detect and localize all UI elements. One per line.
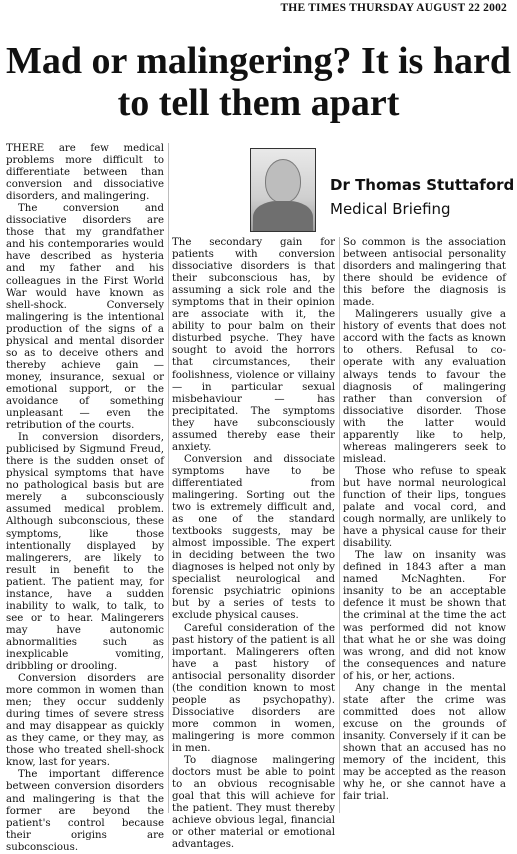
paragraph: The important difference between conversion disorders and malingering is that the former are beyond the patient's control because their origins are subconscious.	[6, 769, 164, 853]
photo-shoulders	[253, 201, 313, 232]
section-name: Medical Briefing	[330, 200, 451, 218]
paragraph: Conversion and dissociate symptoms have to be differentiated from malingering. Sorting out the two is extremely difficult and, as one of the standard textbooks suggests, may be almost impossible. The expert in deciding between the two diagnoses is helped not only by specialist neurological and forensic psychiatric opinions but by a series of tests to exclude physical causes.	[172, 453, 335, 622]
paragraph: Conversion disorders are more common in women than men; they occur suddenly during times of severe stress and may disappear as quickly as they came, or they may, as those who treated shell-shock know, last for years.	[6, 673, 164, 769]
paragraph: Malingerers usually give a history of events that does not accord with the facts as known to others. Refusal to co-operate with any evaluation always tends to favour the diagnosis of malingering rather than conversion of dissociative disorder. Those with the latter would apparently like to help, whereas malingerers seek to mislead.	[343, 309, 506, 465]
paragraph: Those who refuse to speak but have normal neurological function of their lips, tongues palate and vocal cord, and cough normally, are unlikely to have a physical cause for their disability.	[343, 465, 506, 550]
paragraph: The conversion and dissociative disorders are those that my grandfather and his contemporaries would have described as hysteria and my father and his colleagues in the First World War would have known as shell-shock. Conversely malingering is the intentional production of the signs of a physical and mental disorder so as to deceive others and thereby achieve gain — money, insurance, sexual or emotional support, or the avoidance of something unpleasant — even the retribution of the courts.	[6, 203, 164, 432]
author-name: Dr Thomas Stuttaford	[330, 176, 515, 194]
headline: Mad or malingering? It is hard to tell them apart	[6, 40, 511, 124]
paragraph: In conversion disorders, publicised by Sigmund Freud, there is the sudden onset of physical symptoms that have no pathological basis but are merely a subconsciously assumed medical problem. Although subconscious, these symptoms, like those intentionally displayed by malingerers, are likely to result in benefit to the patient. The patient may, for instance, have a sudden inability to walk, to talk, to see or to hear. Malingerers may have autonomic abnormalities such as inexplicable vomiting, dribbling or drooling.	[6, 432, 164, 673]
masthead: THE TIMES THURSDAY AUGUST 22 2002	[280, 2, 507, 14]
article-column-1	[6, 143, 164, 854]
author-photo	[250, 148, 316, 232]
paragraph: THERE are few medical problems more difficult to differentiate between than conversion and dissociative disorders, and malingering.	[6, 143, 164, 203]
paragraph: Any change in the mental state after the crime was committed does not allow excuse on the grounds of insanity. Conversely if it can be shown that an accused has no memory of the incident, this may be accepted as the reason why he, or she cannot have a fair trial.	[343, 682, 506, 803]
paragraph: So common is the association between antisocial personality disorders and malingering that there should be evidence of this before the diagnosis is made.	[343, 237, 506, 309]
article-column-3	[343, 237, 506, 803]
column-rule	[339, 237, 340, 813]
column-rule	[168, 143, 169, 813]
paragraph: Careful consideration of the past history of the patient is all important. Malingerers often have a past history of antisocial personality disorder (the condition known to most people as psychopathy). Dissociative disorders are more common in women, malingering is more common in men.	[172, 622, 335, 754]
paragraph: The law on insanity was defined in 1843 after a man named McNaghten. For insanity to be an acceptable defence it must be shown that the criminal at the time the act was performed did not know that what he or she was doing was wrong, and did not know the consequences and nature of his, or her, actions.	[343, 550, 506, 682]
article-column-2	[172, 237, 335, 851]
paragraph: The secondary gain for patients with conversion dissociative disorders is that their subconscious has, by assuming a sick role and the symptoms that in their opinion are associate with it, the ability to pour balm on their disturbed psyche. They have sought to avoid the horrors that circumstances, their foolishness, violence or villainy — in particular sexual misbehaviour — has precipitated. The symptoms they have subconsciously assumed thereby ease their anxiety.	[172, 237, 335, 453]
paragraph: To diagnose malingering doctors must be able to point to an obvious recognisable goal that this will achieve for the patient. They must thereby achieve obvious legal, financial or other material or emotional advantages.	[172, 755, 335, 851]
photo-face	[265, 159, 301, 203]
